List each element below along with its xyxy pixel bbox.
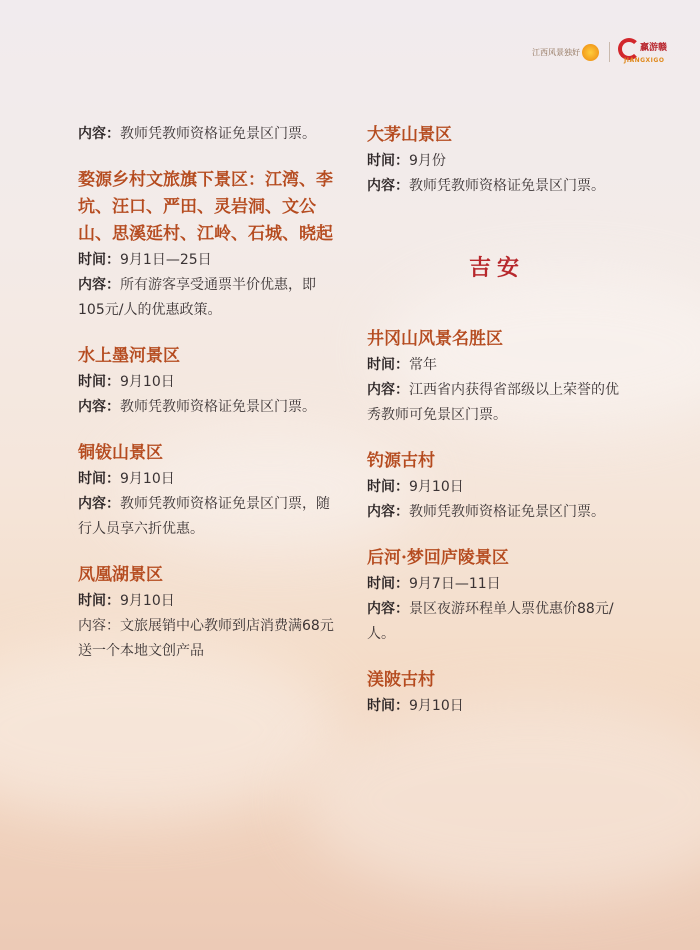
- logo-divider: [609, 42, 610, 62]
- scenic-spot-title: 婺源乡村文旅旗下景区：江湾、李坑、汪口、严田、灵岩洞、文公山、思溪延村、江岭、石城、晓起: [78, 170, 333, 244]
- header-logos: [532, 38, 680, 66]
- content-row: 内容：教师凭教师资格证免景区门票。: [78, 126, 316, 142]
- content-row: 内容：教师凭教师资格证免景区门票。: [367, 504, 605, 520]
- content-row: 内容：教师凭教师资格证免景区门票，随行人员享六折优惠。: [78, 496, 330, 537]
- content-row: 内容：教师凭教师资格证免景区门票。: [367, 178, 605, 194]
- time-row: 时间：9月10日: [78, 471, 175, 487]
- time-row: 时间：9月10日: [78, 374, 175, 390]
- time-row: 时间：9月10日: [78, 593, 175, 609]
- content-row: 内容：江西省内获得省部级以上荣誉的优秀教师可免景区门票。: [367, 382, 619, 423]
- content-row: 内容：景区夜游环程单人票优惠价88元/人。: [367, 601, 614, 642]
- time-row: 时间：9月7日—11日: [367, 576, 501, 592]
- content-row: 内容：所有游客享受通票半价优惠，即105元/人的优惠政策。: [78, 277, 316, 318]
- right-column: [367, 122, 627, 719]
- ying-you-gan-logo: 赢游赣 JIANGXIGO: [618, 38, 680, 66]
- time-row: 时间：常年: [367, 357, 437, 373]
- content-row: 内容：教师凭教师资格证免景区门票。: [78, 399, 316, 415]
- scenic-spot-title: 渼陂古村: [367, 670, 435, 690]
- scenic-spot-title: 钓源古村: [367, 451, 435, 471]
- scenic-spot-title: 大茅山景区: [367, 125, 452, 145]
- cloud-decoration: [300, 700, 700, 900]
- content-row: 内容：文旅展销中心教师到店消费满68元送一个本地文创产品: [78, 618, 334, 659]
- scenic-spot-title: 水上墨河景区: [78, 346, 180, 366]
- sun-icon: [582, 44, 599, 61]
- region-heading: 吉安: [468, 255, 525, 281]
- scenic-spot-title: 后河·梦回庐陵景区: [367, 548, 509, 568]
- jiangxi-scenery-logo: 江西风景独好: [532, 44, 601, 61]
- time-row: 时间：9月10日: [367, 479, 464, 495]
- scenic-spot-title: 凤凰湖景区: [78, 565, 163, 585]
- time-row: 时间：9月1日—25日: [78, 252, 212, 268]
- scenic-spot-title: 铜钹山景区: [78, 443, 163, 463]
- time-row: 时间：9月10日: [367, 698, 464, 714]
- scenic-spot-title: 井冈山风景名胜区: [367, 329, 503, 349]
- cloud-decoration: [0, 640, 340, 820]
- time-row: 时间：9月份: [367, 153, 446, 169]
- left-column: [78, 122, 338, 664]
